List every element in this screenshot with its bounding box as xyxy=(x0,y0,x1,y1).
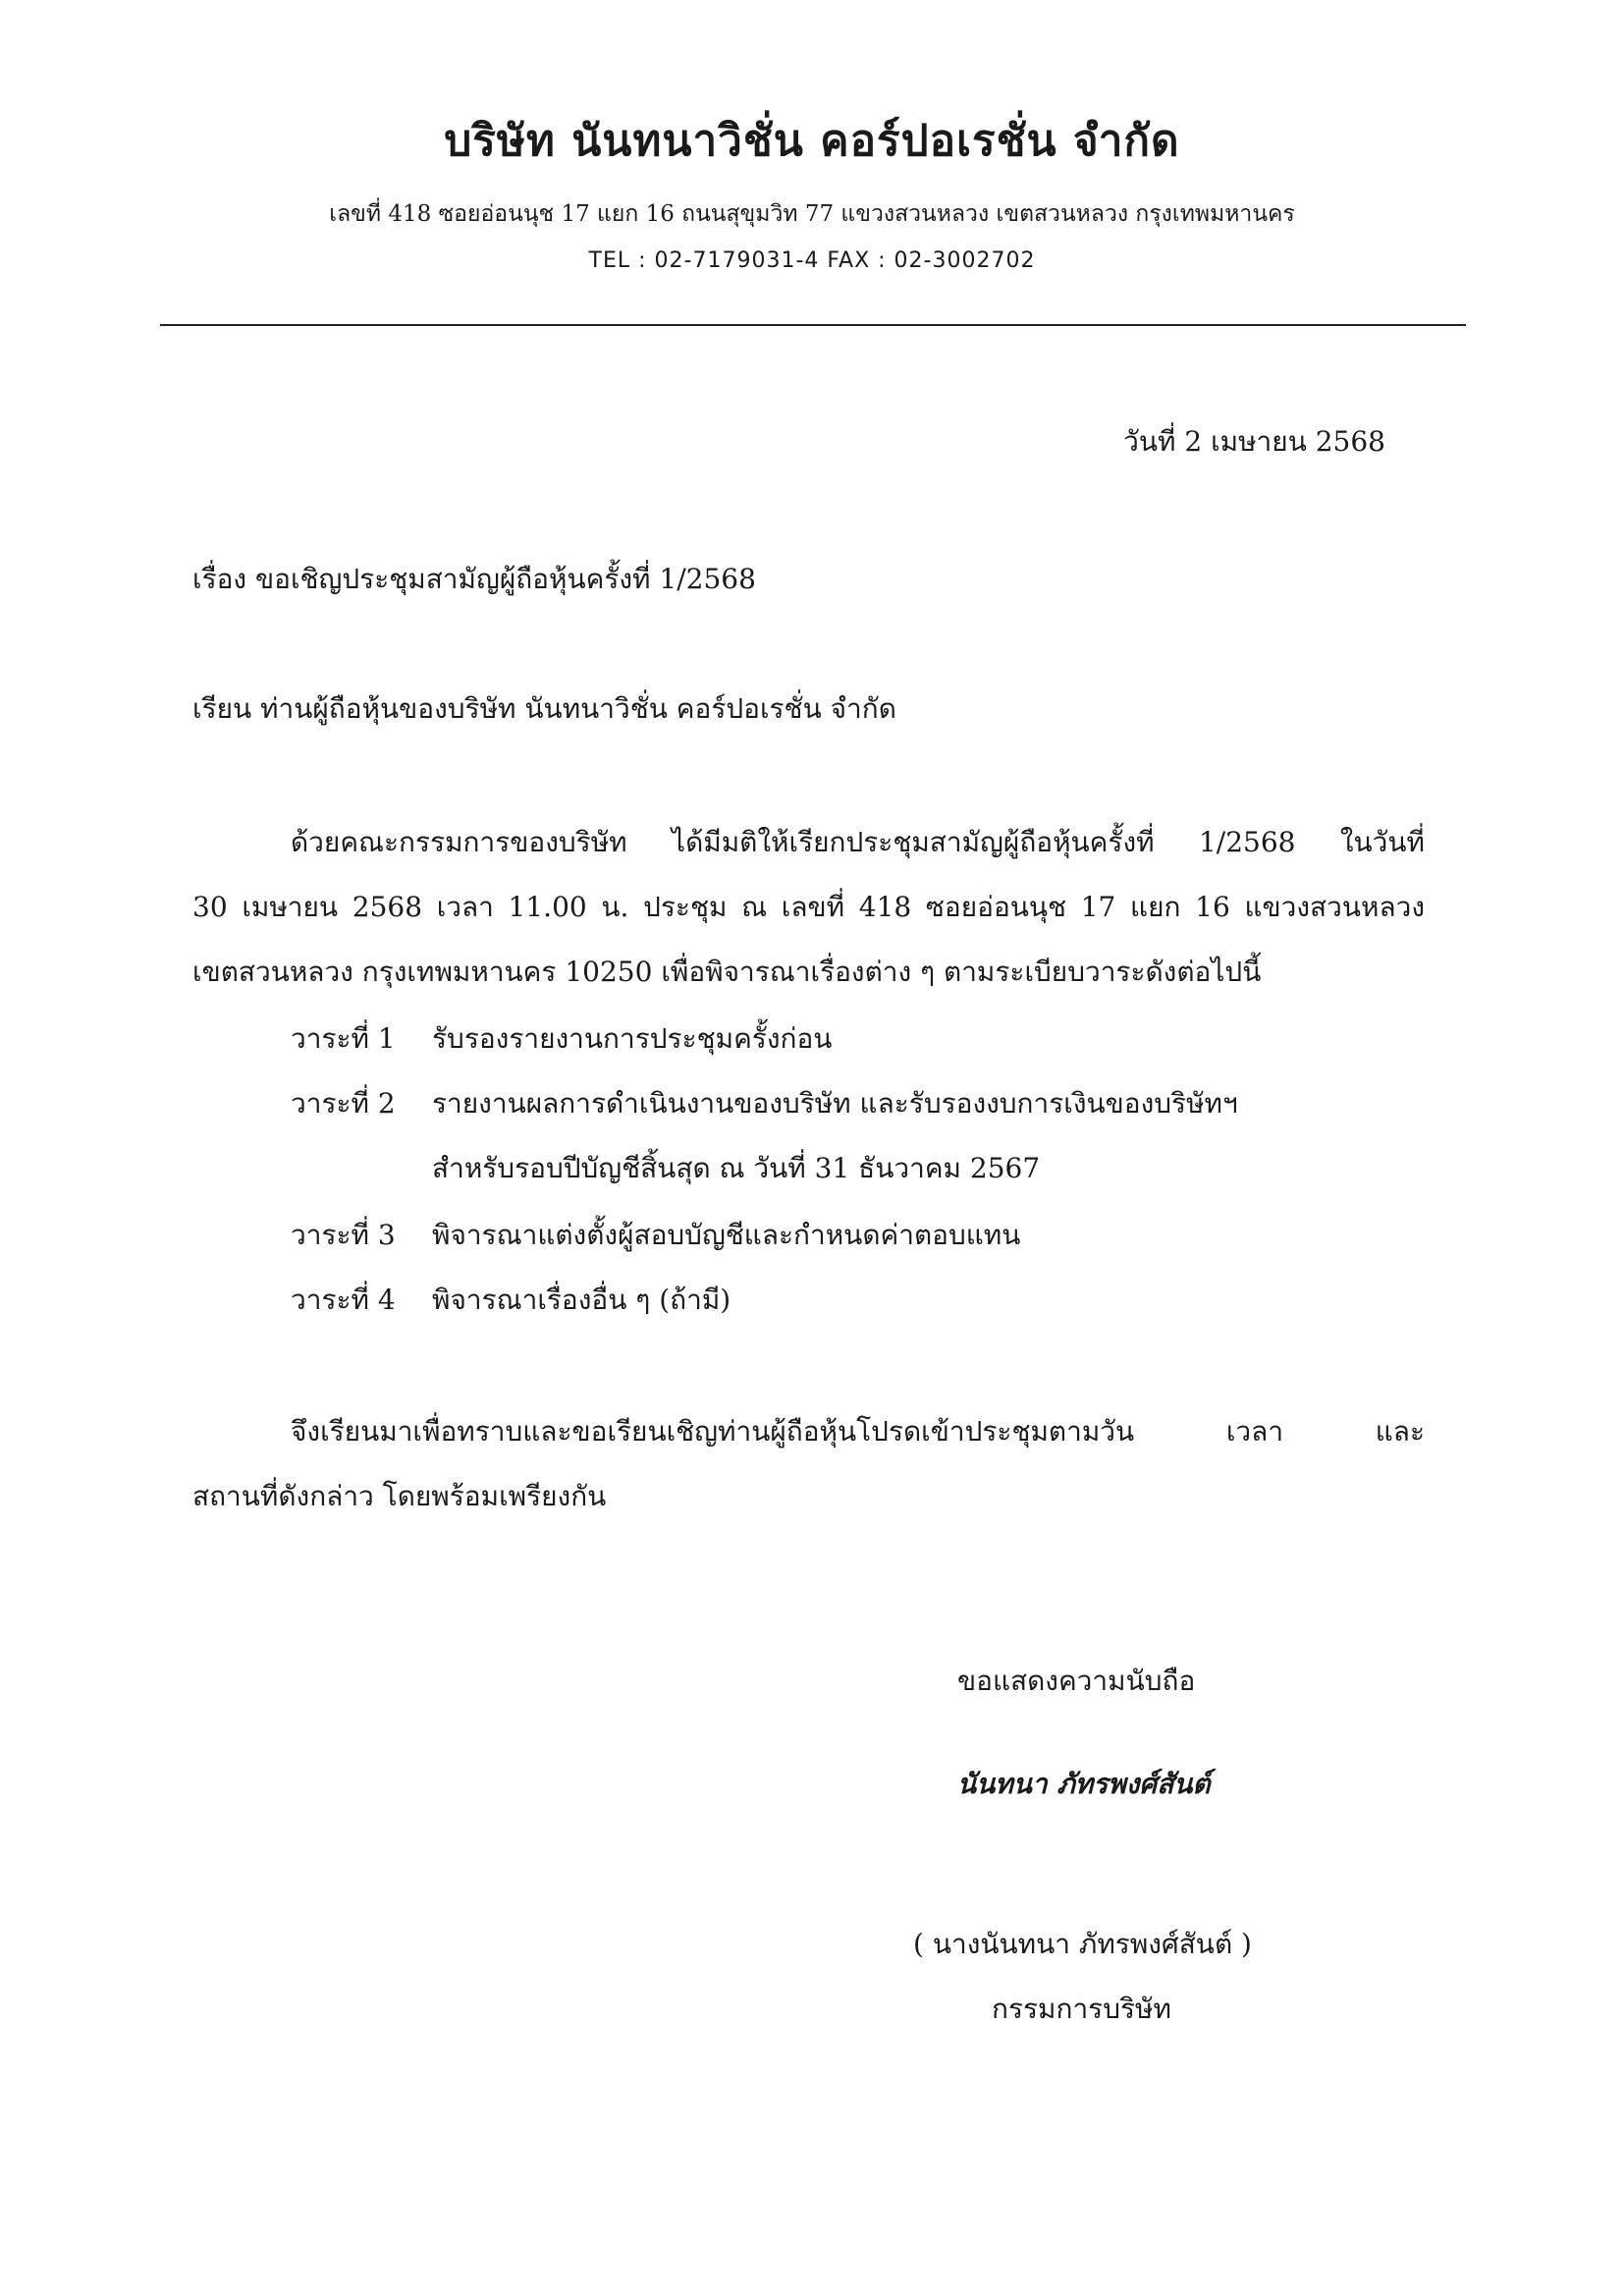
body-line-3: เขตสวนหลวง กรุงเทพมหานคร 10250 เพื่อพิจารณาเรื่องต่าง ๆ ตามระเบียบวาระดังต่อไปนี้ xyxy=(192,956,1262,988)
company-contact: TEL : 02-7179031-4 FAX : 02-3002702 xyxy=(588,248,1036,273)
company-name: บริษัท นันทนาวิชั่น คอร์ปอเรชั่น จำกัด xyxy=(444,116,1180,166)
letter-subject: เรื่อง ขอเชิญประชุมสามัญผู้ถือหุ้นครั้งที่ 1/2568 xyxy=(192,563,756,595)
conclusion-line-1: จึงเรียนมาเพื่อทราบและขอเรียนเชิญท่านผู้ถือหุ้นโปรดเข้าประชุมตามวัน เวลา และ xyxy=(291,1415,1425,1448)
agenda-3-text: พิจารณาแต่งตั้งผู้สอบบัญชีและกำหนดค่าตอบแทน xyxy=(432,1219,1021,1251)
agenda-4-text: พิจารณาเรื่องอื่น ๆ (ถ้ามี) xyxy=(432,1284,731,1316)
agenda-2-label: วาระที่ 2 xyxy=(291,1087,396,1120)
agenda-2-text: รายงานผลการดำเนินงานของบริษัท และรับรองงบการเงินของบริษัทฯ xyxy=(432,1087,1238,1120)
agenda-2-text-continued: สำหรับรอบปีบัญชีสิ้นสุด ณ วันที่ 31 ธันวาคม 2567 xyxy=(432,1152,1041,1184)
body-line-1: ด้วยคณะกรรมการของบริษัท ได้มีมติให้เรียกประชุมสามัญผู้ถือหุ้นครั้งที่ 1/2568 ในวันที่ xyxy=(291,826,1425,858)
company-address: เลขที่ 418 ซอยอ่อนนุช 17 แยก 16 ถนนสุขุมวิท 77 แขวงสวนหลวง เขตสวนหลวง กรุงเทพมหานคร xyxy=(329,201,1295,227)
letter-date: วันที่ 2 เมษายน 2568 xyxy=(1123,425,1385,458)
signer-title: กรรมการบริษัท xyxy=(992,1993,1171,2025)
agenda-4-label: วาระที่ 4 xyxy=(291,1284,396,1316)
conclusion-line-2: สถานที่ดังกล่าว โดยพร้อมเพรียงกัน xyxy=(192,1480,607,1512)
agenda-3-label: วาระที่ 3 xyxy=(291,1219,396,1251)
handwritten-signature: นันทนา ภัทรพงศ์สันต์ xyxy=(957,1768,1211,1800)
letter-recipient: เรียน ท่านผู้ถือหุ้นของบริษัท นันทนาวิชั่น คอร์ปอเรชั่น จำกัด xyxy=(192,692,896,725)
letterhead-divider xyxy=(160,324,1466,326)
agenda-1-label: วาระที่ 1 xyxy=(291,1022,396,1055)
closing-salutation: ขอแสดงความนับถือ xyxy=(957,1665,1196,1697)
agenda-1-text: รับรองรายงานการประชุมครั้งก่อน xyxy=(432,1022,833,1055)
signer-name: ( นางนันทนา ภัทรพงศ์สันต์ ) xyxy=(913,1928,1252,1960)
body-line-2: 30 เมษายน 2568 เวลา 11.00 น. ประชุม ณ เลขที่ 418 ซอยอ่อนนุช 17 แยก 16 แขวงสวนหลวง xyxy=(192,891,1425,923)
